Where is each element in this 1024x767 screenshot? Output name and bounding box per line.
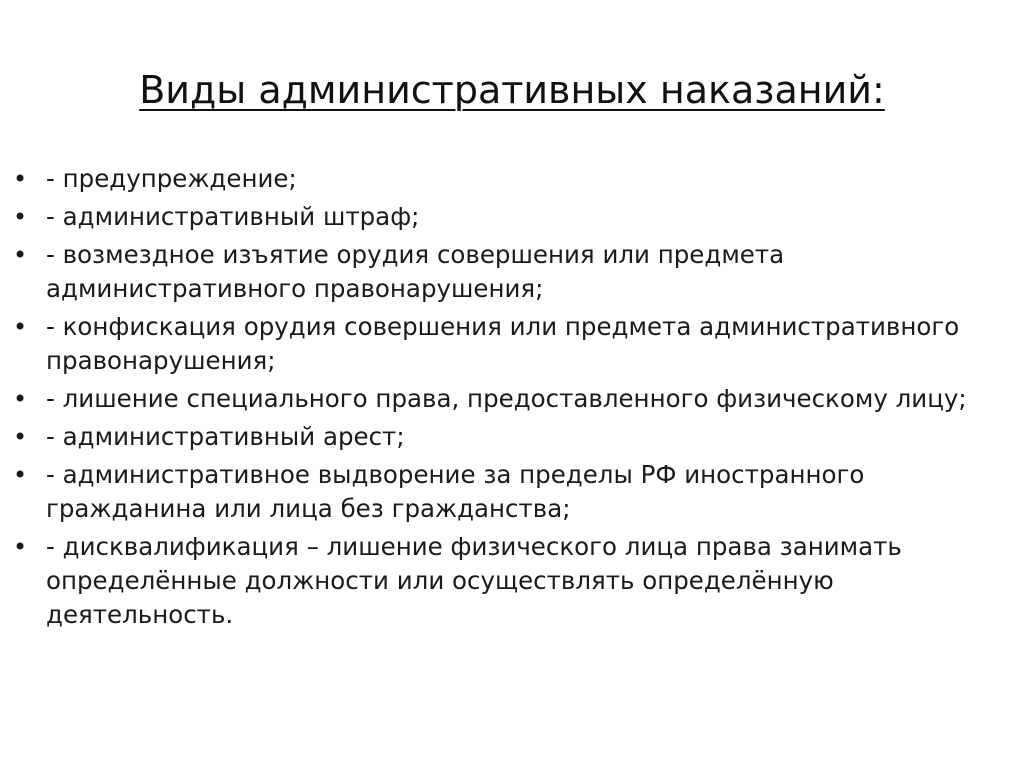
list-item <box>0 200 1000 234</box>
bullet-icon: • <box>13 385 28 413</box>
list-item <box>0 310 1000 378</box>
slide-title <box>0 60 1024 120</box>
list-item-text: - возмездное изъятие орудия совершения или предмета административного правонарушения; <box>46 240 785 303</box>
bullet-icon: • <box>13 533 28 561</box>
list-item <box>0 458 1000 526</box>
list-item <box>0 382 1000 416</box>
list-item <box>0 162 1000 196</box>
list-item-text: - административный арест; <box>46 422 405 451</box>
bullet-icon: • <box>13 423 28 451</box>
list-item <box>0 420 1000 454</box>
list-item-text: - административное выдворение за пределы РФ иностранного гражданина или лица без гражданства; <box>46 460 865 523</box>
bullet-icon: • <box>13 203 28 231</box>
list-item-text: - административный штраф; <box>46 202 420 231</box>
list-item-text: - лишение специального права, предоставленного физическому лицу; <box>46 384 967 413</box>
list-item-text: - конфискация орудия совершения или предмета административного правонарушения; <box>46 312 960 375</box>
bullet-icon: • <box>13 165 28 193</box>
bullet-icon: • <box>13 461 28 489</box>
bullet-icon: • <box>13 313 28 341</box>
list-item <box>0 238 1000 306</box>
list-item <box>0 530 1000 632</box>
bullet-icon: • <box>13 241 28 269</box>
slide-title-text: Виды административных наказаний: <box>139 68 885 112</box>
bullet-list <box>0 162 1000 636</box>
list-item-text: - дисквалификация – лишение физического лица права занимать определённые должности или осуществлять определённую деятельность. <box>46 532 902 629</box>
list-item-text: - предупреждение; <box>46 164 297 193</box>
